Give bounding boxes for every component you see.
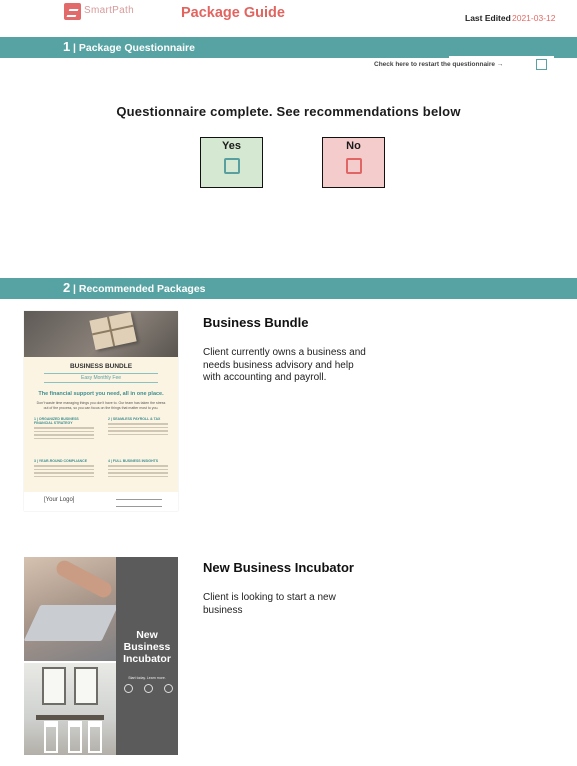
section-title: | Recommended Packages (73, 283, 206, 295)
logo-text: SmartPath (84, 5, 134, 16)
answer-no-box[interactable] (322, 137, 385, 188)
last-edited-date: 2021-03-12 (512, 13, 556, 23)
parcel-photo (24, 311, 178, 357)
answer-yes-box[interactable] (200, 137, 263, 188)
questionnaire-status-heading: Questionnaire complete. See recommendations below (116, 104, 461, 119)
section-number: 1 (63, 39, 71, 54)
document-title: Package Guide (181, 5, 285, 21)
restart-questionnaire-label: Check here to restart the questionnaire → (374, 61, 504, 68)
answer-yes-label: Yes (222, 140, 241, 152)
yes-checkbox[interactable] (224, 158, 240, 174)
package-description: Client currently owns a business and needs business advisory and help with accounting and payroll. (203, 347, 366, 383)
section-number: 2 (63, 280, 71, 295)
answer-no-label: No (346, 140, 361, 152)
section-header-packages (0, 278, 577, 299)
thumb-feature: 3 | YEAR-ROUND COMPLIANCE (34, 459, 94, 483)
thumb-feature: 2 | SEAMLESS PAYROLL & TAX (108, 417, 168, 441)
thumb-subtitle: Easy Monthly Fee (44, 373, 158, 383)
thumb-title: New Business Incubator (123, 629, 171, 665)
section-title: | Package Questionnaire (73, 42, 195, 54)
last-edited-label: Last Edited (465, 13, 511, 23)
social-icon (144, 684, 153, 693)
no-checkbox[interactable] (346, 158, 362, 174)
thumb-logo-placeholder: [Your Logo] (44, 497, 75, 503)
thumb-intro: Don't waste time managing things you don't have to. Our team has taken the stress out of the process, so you can focus on the things that matter most to you. (36, 401, 166, 410)
thumb-feature: 4 | FULL BUSINESS INSIGHTS (108, 459, 168, 483)
thumb-title: BUSINESS BUNDLE (69, 363, 133, 370)
package-description: Client is looking to start a new business (203, 592, 336, 616)
package-name: Business Bundle (203, 315, 309, 330)
section-header-questionnaire (0, 37, 577, 58)
social-icon (164, 684, 173, 693)
business-bundle-thumbnail[interactable] (24, 311, 178, 511)
thumb-headline: The financial support you need, all in one place. (38, 391, 164, 397)
thumb-feature: 1 | ORGANIZED BUSINESS FINANCIAL STRATEGY (34, 417, 94, 441)
package-name: New Business Incubator (203, 560, 354, 575)
new-business-incubator-thumbnail[interactable] (24, 557, 178, 755)
restart-questionnaire-checkbox[interactable] (536, 59, 547, 70)
thumb-tagline: Start today. Learn more. (128, 676, 166, 680)
social-icon (124, 684, 133, 693)
logo-icon (64, 3, 81, 20)
